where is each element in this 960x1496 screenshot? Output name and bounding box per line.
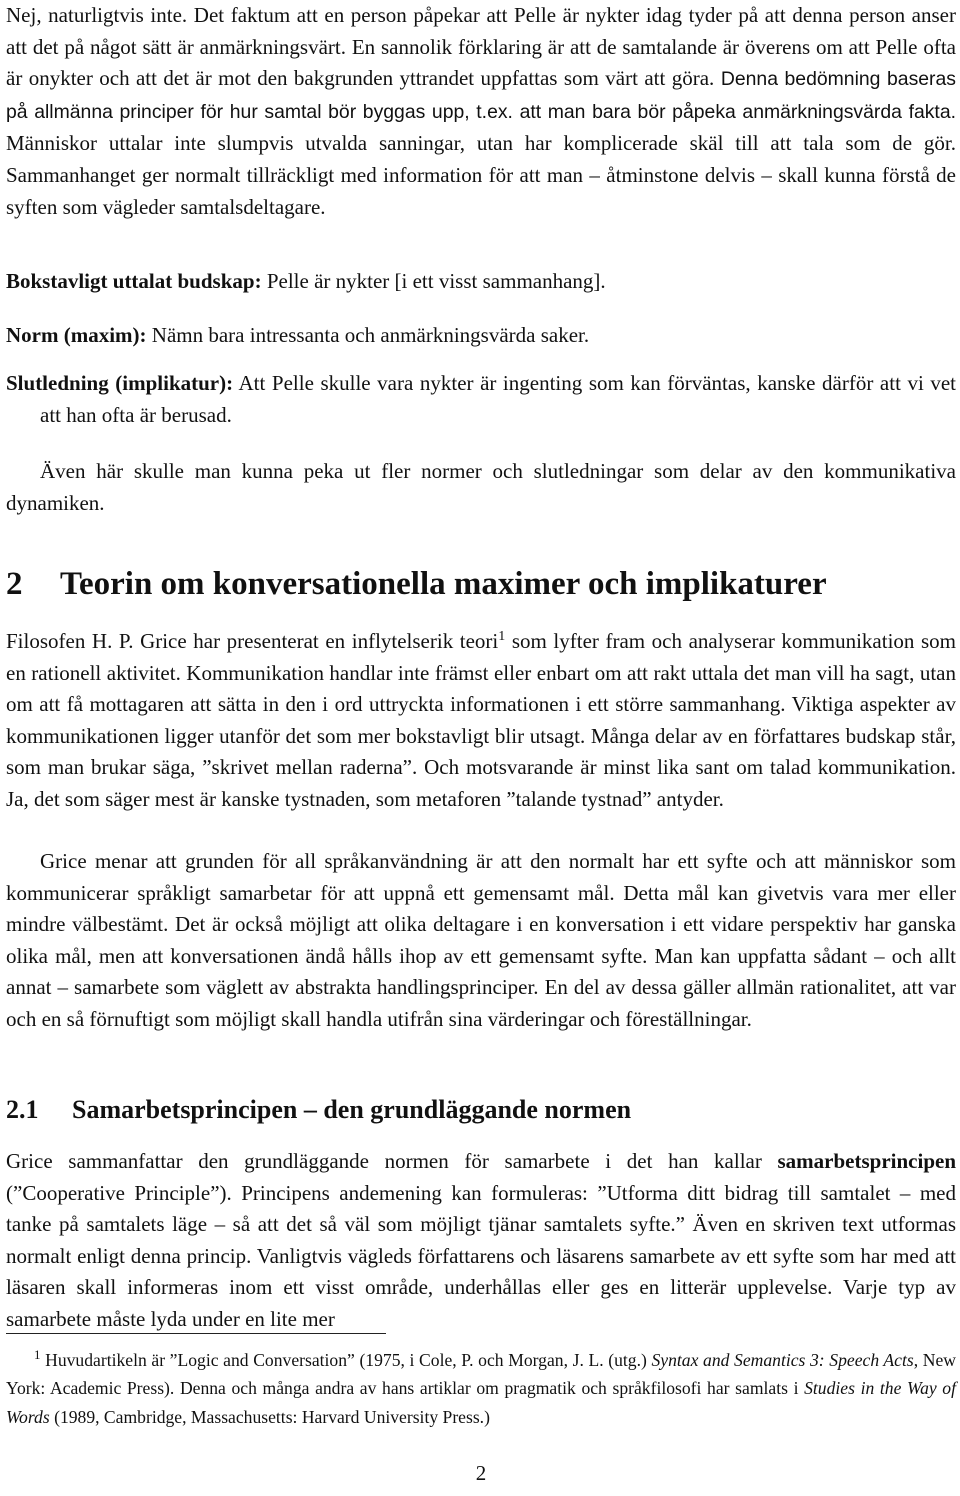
conclusion-label: Slutledning (implikatur): — [6, 371, 234, 395]
section-2-1-text-a: Grice sammanfattar den grundläggande normen för samarbete i det han kallar — [6, 1149, 778, 1173]
section-2-title: Teorin om konversationella maximer och implikaturer — [60, 566, 827, 602]
footnote-text-c: (1989, Cambridge, Massachusetts: Harvard University Press.) — [49, 1406, 490, 1427]
also-paragraph — [6, 456, 956, 519]
intro-paragraph — [6, 0, 956, 223]
intro-text-2: Denna bedömning baseras på allmänna principer för hur samtal bör byggas upp, t.ex. att man bara bör påpeka anmärkningsvärda fakta. — [6, 68, 956, 123]
page-number: 2 — [475, 1461, 487, 1485]
section-2-1-heading — [6, 1093, 631, 1127]
section-2-1-title: Samarbetsprincipen – den grundläggande normen — [72, 1095, 632, 1124]
footnote-title-1: Syntax and Semantics 3: Speech Acts — [651, 1350, 914, 1370]
section-2-paragraph-1 — [6, 626, 956, 816]
also-text: Även här skulle man kunna peka ut fler normer och slutledningar som delar av den kommunikativa dynamiken. — [6, 459, 956, 515]
section-2-paragraph-2 — [6, 846, 956, 1036]
intro-text-4: Sammanhanget ger normalt tillräckligt med information för att man – åtminstone delvis – skall kunna förstå de syften som vägleder samtalsdeltagare. — [6, 162, 956, 219]
literal-label: Bokstavligt uttalat budskap: — [6, 269, 262, 293]
footnote-divider — [6, 1333, 386, 1334]
section-2-p2-text: Grice menar att grunden för all språkanvändning är att den normalt har ett syfte och att människor som kommunicerar språkligt samarbetar för att uppnå ett gemensamt mål. Detta mål kan givetvis vara mer eller mindre välbestämt. Det är också möjligt att olika deltagare i en konversation i ett vidare perspektiv har ganska olika mål, men att konversationen ändå hålls ihop av ett gemensamt syfte. Man kan uppfatta sådant – och allt annat – samarbete som väglett av abstrakta handlingsprinciper. En del av dessa gäller allmän rationalitet, att var och en så förnuftigt som möjligt skall handla utifrån sina värderingar och föreställningar. — [6, 849, 956, 1031]
norm-text: Nämn bara intressanta och anmärkningsvärda saker. — [151, 323, 590, 347]
section-2-heading — [6, 564, 827, 604]
intro-text-1: Nej, naturligtvis inte. Det faktum att en person påpekar att Pelle är nykter idag tyder på att denna person anser att det på något sätt är anmärkningsvärt. En sannolik förklaring är att de samtalande är överens om att Pelle ofta är onykter och att det är mot den bakgrunden yttrandet uppfattas som värt att göra. — [6, 3, 956, 91]
section-2-p1-text-a: Filosofen H. P. Grice har presenterat en inflytelserik teori — [6, 629, 499, 653]
norm-maxim — [6, 320, 956, 352]
norm-label: Norm (maxim): — [6, 323, 147, 347]
footnote-reference[interactable]: 1 — [498, 629, 506, 644]
section-2-number: 2 — [6, 566, 23, 602]
conclusion-implicature — [6, 368, 956, 431]
document-page — [6, 0, 956, 1496]
intro-text-3: Människor uttalar inte slumpvis utvalda sanningar, utan har komplicerade skäl till att tala som de gör. — [6, 131, 956, 156]
section-2-1-paragraph — [6, 1146, 956, 1336]
cooperative-principle-term: samarbetsprincipen — [777, 1149, 956, 1173]
footnote-title-2: Studies in the Way of Words — [6, 1378, 956, 1427]
literal-text: Pelle är nykter [i ett visst sammanhang]. — [266, 269, 606, 293]
section-2-1-number: 2.1 — [6, 1095, 39, 1124]
footnote: 1 Huvudartikeln är ”Logic and Conversation” (1975, i Cole, P. och Morgan, J. L. (utg.) Syntax and Semantics 3: Speech Acts, New York: Academic Press). Denna och många andra av hans artiklar om pragmatik och språkfilosofi har samlats i Studies in the Way of Words (1989, Cambridge, Massachusetts: Harvard University Press.) — [6, 1347, 956, 1427]
section-2-p1-text-b: som lyfter fram och analyserar kommunikation som en rationell aktivitet. Kommunikation handlar inte främst eller enbart om att rakt uttala det man vill ha sagt, utan om att få mottagaren att sätta in den i ord uttryckta informationen i ett större sammanhang. Viktiga aspekter av kommunikationen ligger utanför det som mer bokstavligt blir utsagt. Många delar av en författares budskap står, som man brukar säga, ”skrivet mellan raderna”. Och motsvarande är minst lika sant om talad kommunikation. Ja, det som säger mest är kanske tystnaden, som metaforen ”talande tystnad” antyder. — [6, 629, 956, 811]
conclusion-text: Att Pelle skulle vara nykter är ingenting som kan förväntas, kanske därför att vi vet att han ofta är berusad. — [40, 371, 957, 427]
footnote-text-b: , New York: Academic Press). Denna och många andra av hans artiklar om pragmatik och språkfilosofi har samlats i — [6, 1350, 956, 1399]
footnote-text-a: Huvudartikeln är ”Logic and Conversation” (1975, i Cole, P. och Morgan, J. L. (utg.) — [40, 1350, 652, 1370]
section-2-1-text-b: (”Cooperative Principle”). Principens andemening kan formuleras: ”Utforma ditt bidrag till samtalet – med tanke på samtalets läge – så att det så väl som möjligt tjänar samtalets syfte.” Även en skriven text utformas normalt enligt denna princip. Vanligtvis vägleds författarens och läsarens samarbete av ett syfte som har med att läsaren skall informeras inom ett visst område, underhållas eller ges en litterär upplevelse. Varje typ av samarbete måste lyda under en lite mer — [6, 1180, 956, 1331]
literal-message — [6, 266, 956, 298]
